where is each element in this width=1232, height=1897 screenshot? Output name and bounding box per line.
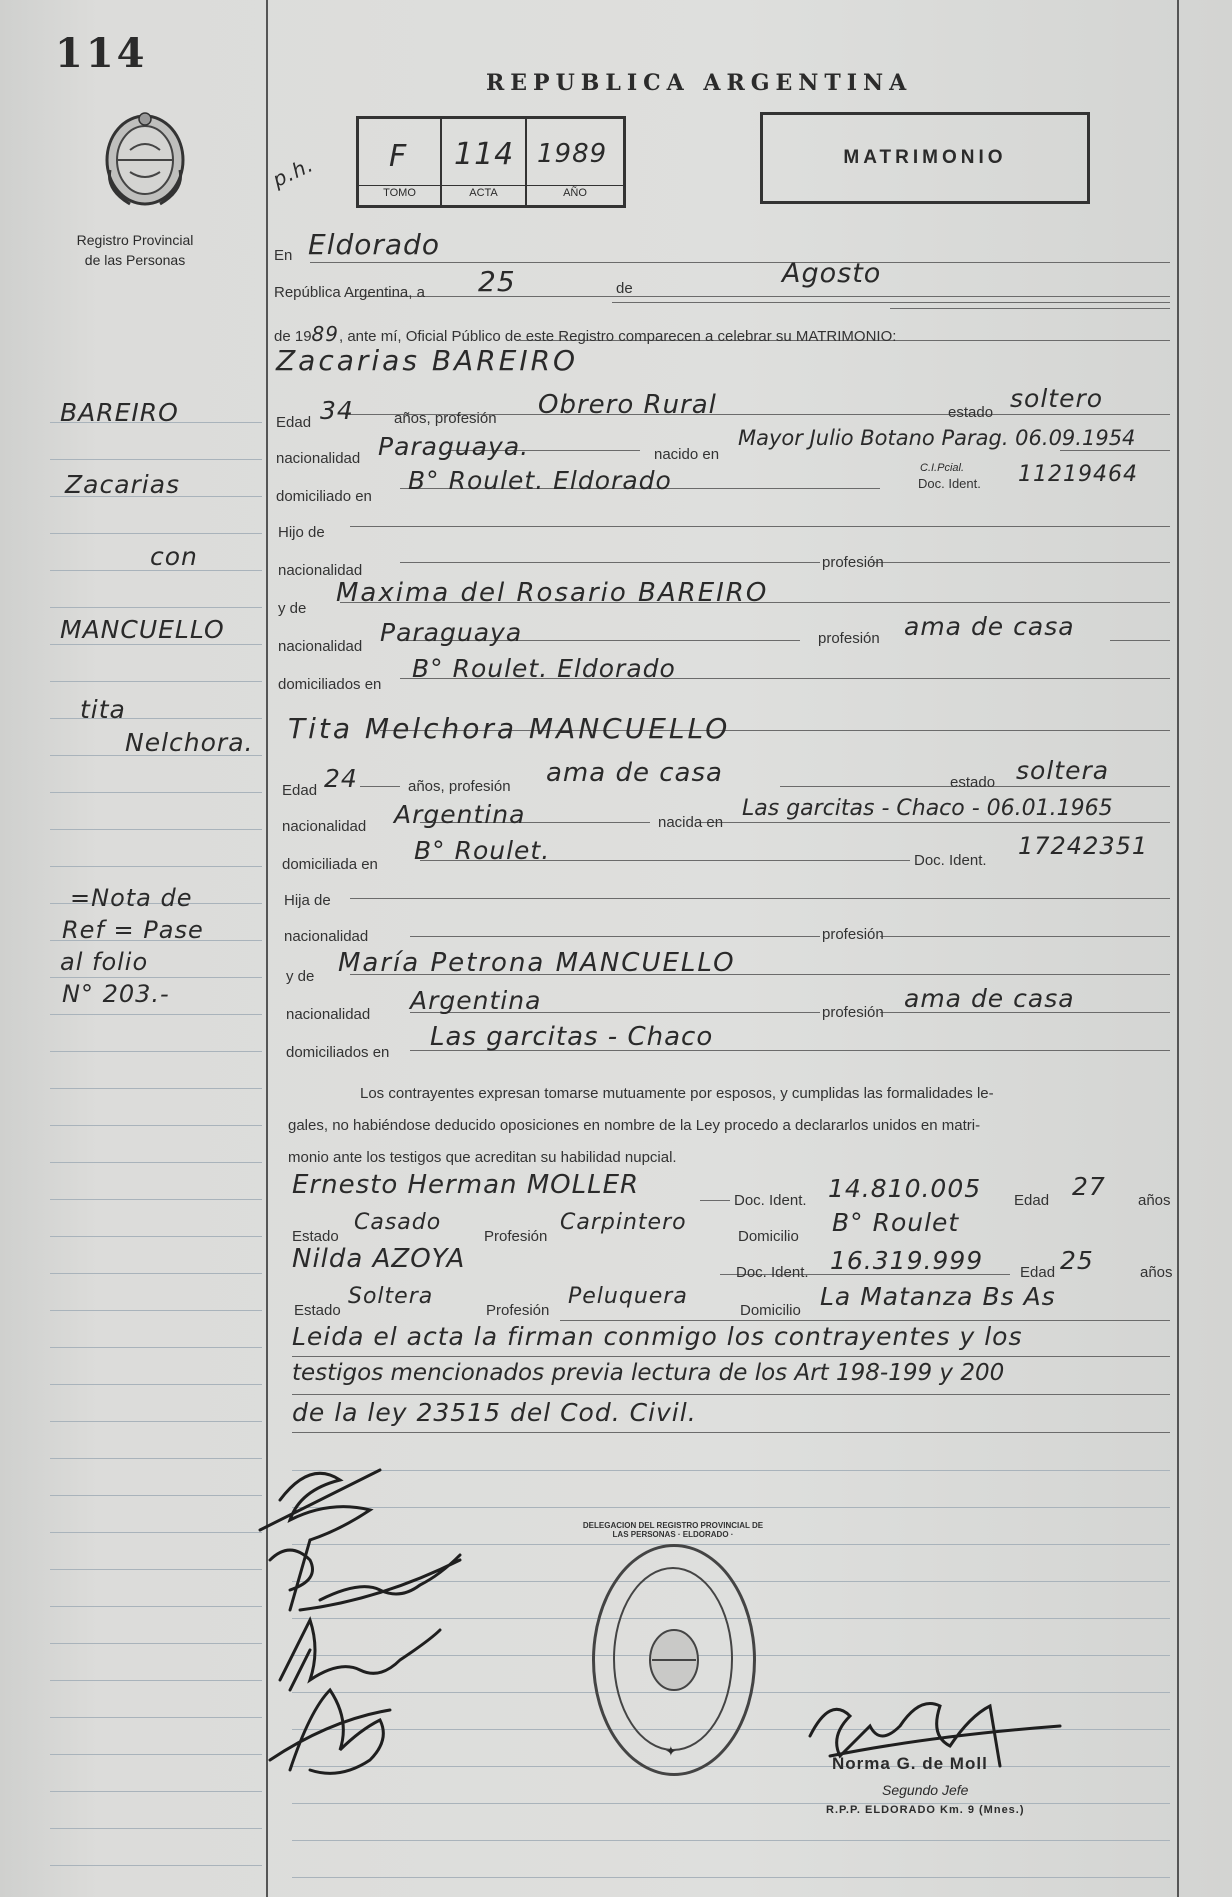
form-rule [700, 1200, 730, 1201]
form-rule [1060, 450, 1170, 451]
witness2-profesion-label: Profesión [486, 1302, 550, 1319]
margin-entry-bride-name1: tita [80, 695, 126, 724]
margin-rule [50, 1717, 262, 1718]
bride-estado-label: estado [950, 774, 996, 791]
margin-rule [50, 1051, 262, 1052]
intro-sentence: , ante mí, Oficial Público de este Registro comparecen a celebrar su MATRIMONIO: [339, 328, 897, 345]
official-office: R.P.P. ELDORADO Km. 9 (Mnes.) [826, 1804, 1025, 1816]
bride-age: 24 [324, 764, 358, 793]
groom-mother-name: Maxima del Rosario BAREIRO [336, 578, 769, 608]
bride-nationality: Argentina [394, 800, 526, 829]
margin-rule [50, 1569, 262, 1570]
margin-entry-bride-name2: Nelchora. [125, 728, 254, 757]
act-type-box [760, 112, 1090, 204]
year-prefix: de 19 [274, 328, 312, 345]
margin-rule [50, 792, 262, 793]
groom-parents-address: B° Roulet. Eldorado [412, 654, 676, 683]
groom-estado-label: estado [948, 404, 994, 421]
margin-rule [50, 1088, 262, 1089]
margin-rule [50, 1791, 262, 1792]
form-rule [870, 562, 1170, 563]
margin-note-line3: al folio [60, 948, 149, 976]
groom-parents-dom-label: domiciliados en [278, 676, 382, 693]
witness1-edad-label: Edad [1014, 1192, 1050, 1209]
witness1-profesion-label: Profesión [484, 1228, 548, 1245]
margin-rule [50, 1162, 262, 1163]
month-value: Agosto [782, 258, 882, 289]
witness1-age: 27 [1072, 1172, 1106, 1201]
registration-box [356, 116, 626, 208]
blank-rule [292, 1803, 1170, 1804]
closing-line2: testigos mencionados previa lectura de los Art 198-199 y 200 [292, 1360, 1005, 1386]
bride-parents-address: Las garcitas - Chaco [430, 1022, 714, 1052]
bride-mother-nationality: Argentina [410, 986, 542, 1015]
form-rule [350, 526, 1170, 527]
margin-rule [50, 1199, 262, 1200]
registry-label [40, 230, 230, 270]
margin-rule [50, 1532, 262, 1533]
groom-mother-profession: ama de casa [904, 612, 1075, 641]
day-value: 25 [478, 265, 516, 298]
declaration-line1: Los contrayentes expresan tomarse mutuamente por esposos, y cumplidas las formalidades le- [360, 1085, 994, 1102]
groom-edad-label: Edad [276, 414, 312, 431]
margin-rule [50, 1310, 262, 1311]
margin-rule [50, 1828, 262, 1829]
form-rule [310, 262, 1170, 263]
seal-emblem-icon [644, 1627, 704, 1693]
bride-mother-profession: ama de casa [904, 984, 1075, 1013]
bride-doc-label: Doc. Ident. [914, 852, 987, 869]
form-rule [700, 822, 1170, 823]
margin-rule [50, 1384, 262, 1385]
witness1-profession: Carpintero [560, 1210, 687, 1235]
registry-label-line2: de las Personas [84, 252, 186, 268]
bride-nacionalidad-label: nacionalidad [282, 818, 367, 835]
seal-text: DELEGACION DEL REGISTRO PROVINCIAL DE LAS PERSONAS · ELDORADO · [582, 1521, 764, 1539]
margin-rule [50, 644, 262, 645]
form-rule [350, 898, 1170, 899]
groom-hijo-label: Hijo de [278, 524, 325, 541]
groom-nationality: Paraguaya. [378, 432, 530, 461]
bride-father-prof-label: profesión [822, 926, 884, 943]
form-rule [890, 308, 1170, 309]
bride-edad-label: Edad [282, 782, 318, 799]
act-type: MATRIMONIO [843, 147, 1007, 168]
year-line [274, 322, 896, 346]
groom-mother-nat-label: nacionalidad [278, 638, 363, 655]
margin-rule [50, 1014, 262, 1015]
witness1-status: Casado [354, 1210, 442, 1235]
groom-domiciliado-label: domiciliado en [276, 488, 372, 505]
groom-mother-nationality: Paraguaya [380, 618, 523, 647]
closing-line3: de la ley 23515 del Cod. Civil. [292, 1398, 697, 1427]
form-rule [880, 936, 1170, 937]
bride-parents-dom-label: domiciliados en [286, 1044, 390, 1061]
groom-doc-label: Doc. Ident. [918, 476, 981, 491]
margin-rule [50, 866, 262, 867]
groom-doc: 11219464 [1018, 462, 1138, 487]
groom-nacido-label: nacido en [654, 446, 720, 463]
form-rule [612, 302, 1170, 303]
witness2-doc: 16.319.999 [830, 1246, 984, 1275]
groom-address: B° Roulet. Eldorado [408, 466, 672, 495]
page-number: 114 [55, 30, 148, 77]
margin-entry-bride-surname: MANCUELLO [60, 615, 225, 644]
blank-rule [292, 1840, 1170, 1841]
margin-rule [50, 1273, 262, 1274]
witness2-domicilio-label: Domicilio [740, 1302, 801, 1319]
margin-rule [50, 1754, 262, 1755]
seal-star-icon: ✦ [665, 1743, 677, 1759]
margin-note-line4: N° 203.- [62, 980, 170, 1008]
witness1-age-unit: años [1138, 1192, 1171, 1209]
margin-rule [50, 459, 262, 460]
form-rule [1110, 640, 1170, 641]
bride-hija-label: Hija de [284, 892, 331, 909]
signatures-icon [240, 1440, 560, 1800]
witness2-age: 25 [1060, 1246, 1094, 1275]
acta-label: ACTA [469, 187, 498, 199]
de-label: de [616, 280, 633, 297]
witness2-age-unit: años [1140, 1264, 1173, 1281]
official-name: Norma G. de Moll [832, 1754, 988, 1773]
witness2-name: Nilda AZOYA [292, 1244, 466, 1274]
form-rule [292, 1432, 1170, 1433]
groom-nacionalidad-label: nacionalidad [276, 450, 361, 467]
registry-label-line1: Registro Provincial [76, 232, 194, 248]
witness2-estado-label: Estado [294, 1302, 341, 1319]
witness1-doc: 14.810.005 [828, 1174, 982, 1203]
margin-rule [50, 1606, 262, 1607]
groom-mother-prof-label: profesión [818, 630, 880, 647]
margin-rule [50, 533, 262, 534]
groom-mother-label: y de [278, 600, 307, 617]
margin-rule [50, 1495, 262, 1496]
groom-doc-prefix: C.I.Pcial. [920, 462, 965, 474]
margin-rule [50, 1125, 262, 1126]
margin-rule [50, 1458, 262, 1459]
bride-status: soltera [1016, 756, 1110, 785]
coat-of-arms-icon [100, 110, 190, 210]
declaration-text [288, 1078, 1173, 1174]
margin-rule [50, 1865, 262, 1866]
witness2-address: La Matanza Bs As [820, 1282, 1056, 1311]
margin-entry-surname: BAREIRO [60, 398, 179, 427]
bride-nacida-label: nacida en [658, 814, 724, 831]
bride-mother-nat-label: nacionalidad [286, 1006, 371, 1023]
bride-profesion-label: años, profesión [408, 778, 511, 795]
anio-value: 1989 [537, 139, 608, 169]
margin-note-line1: =Nota de [70, 884, 193, 912]
official-seal [582, 1521, 764, 1776]
reference-prefix: p.h. [268, 152, 318, 192]
year-suffix: 89 [311, 322, 339, 346]
witness1-name: Ernesto Herman MOLLER [292, 1170, 640, 1200]
bride-domiciliada-label: domiciliada en [282, 856, 378, 873]
margin-rule [50, 1680, 262, 1681]
witness2-status: Soltera [348, 1284, 434, 1309]
bride-address: B° Roulet. [414, 836, 551, 865]
margin-rule [50, 681, 262, 682]
form-rule [360, 786, 400, 787]
groom-father-nat-label: nacionalidad [278, 562, 363, 579]
witness1-doc-label: Doc. Ident. [734, 1192, 807, 1209]
bride-father-nat-label: nacionalidad [284, 928, 369, 945]
official-title: Segundo Jefe [882, 1782, 969, 1798]
margin-rule [50, 607, 262, 608]
margin-entry-firstname: Zacarias [65, 470, 181, 499]
right-border [1177, 0, 1179, 1897]
anio-label: AÑO [563, 187, 587, 199]
acta-value: 114 [454, 137, 515, 172]
margin-note [60, 882, 204, 1010]
margin-rule [50, 1421, 262, 1422]
groom-birthplace: Mayor Julio Botano Parag. 06.09.1954 [738, 426, 1136, 450]
bride-doc: 17242351 [1018, 832, 1149, 860]
margin-rule [50, 829, 262, 830]
blank-rule [292, 1877, 1170, 1878]
margin-rule [50, 1643, 262, 1644]
form-rule [410, 936, 820, 937]
margin-rule [50, 1347, 262, 1348]
place-value: Eldorado [308, 228, 440, 261]
witness2-edad-label: Edad [1020, 1264, 1056, 1281]
declaration-line3: monio ante los testigos que acreditan su habilidad nupcial. [288, 1149, 677, 1166]
bride-mother-label: y de [286, 968, 315, 985]
margin-rule [50, 1236, 262, 1237]
form-rule [560, 1320, 1170, 1321]
groom-status: soltero [1010, 384, 1104, 413]
witness1-estado-label: Estado [292, 1228, 339, 1245]
bride-birthplace: Las garcitas - Chaco - 06.01.1965 [742, 796, 1113, 821]
margin-note-line2: Ref = Pase [62, 916, 204, 944]
tomo-label: TOMO [383, 187, 416, 199]
groom-father-prof-label: profesión [822, 554, 884, 571]
country-title: REPUBLICA ARGENTINA [486, 70, 913, 96]
bride-name: Tita Melchora MANCUELLO [288, 712, 731, 745]
form-rule [350, 296, 1170, 297]
margin-entry-con: con [150, 542, 198, 571]
form-rule [400, 562, 820, 563]
witness1-domicilio-label: Domicilio [738, 1228, 799, 1245]
closing-line1: Leida el acta la firman conmigo los contrayentes y los [292, 1322, 1023, 1351]
republica-label: República Argentina, a [274, 284, 425, 301]
bride-mother-prof-label: profesión [822, 1004, 884, 1021]
en-label: En [274, 247, 293, 264]
witness2-profession: Peluquera [568, 1284, 688, 1309]
form-rule [292, 1394, 1170, 1395]
groom-profession: Obrero Rural [538, 390, 717, 420]
witness2-doc-label: Doc. Ident. [736, 1264, 809, 1281]
bride-profession: ama de casa [546, 758, 723, 788]
witness1-address: B° Roulet [832, 1208, 960, 1237]
box-label-divider [359, 185, 623, 186]
bride-mother-name: María Petrona MANCUELLO [338, 948, 736, 978]
declaration-line2: gales, no habiéndose deducido oposiciones en nombre de la Ley procedo a declararlos unidos en matri- [288, 1117, 981, 1134]
groom-name: Zacarias BAREIRO [276, 344, 579, 377]
groom-profesion-label: años, profesión [394, 410, 497, 427]
groom-age: 34 [320, 396, 354, 425]
tomo-value: F [389, 139, 408, 174]
form-rule [292, 1356, 1170, 1357]
